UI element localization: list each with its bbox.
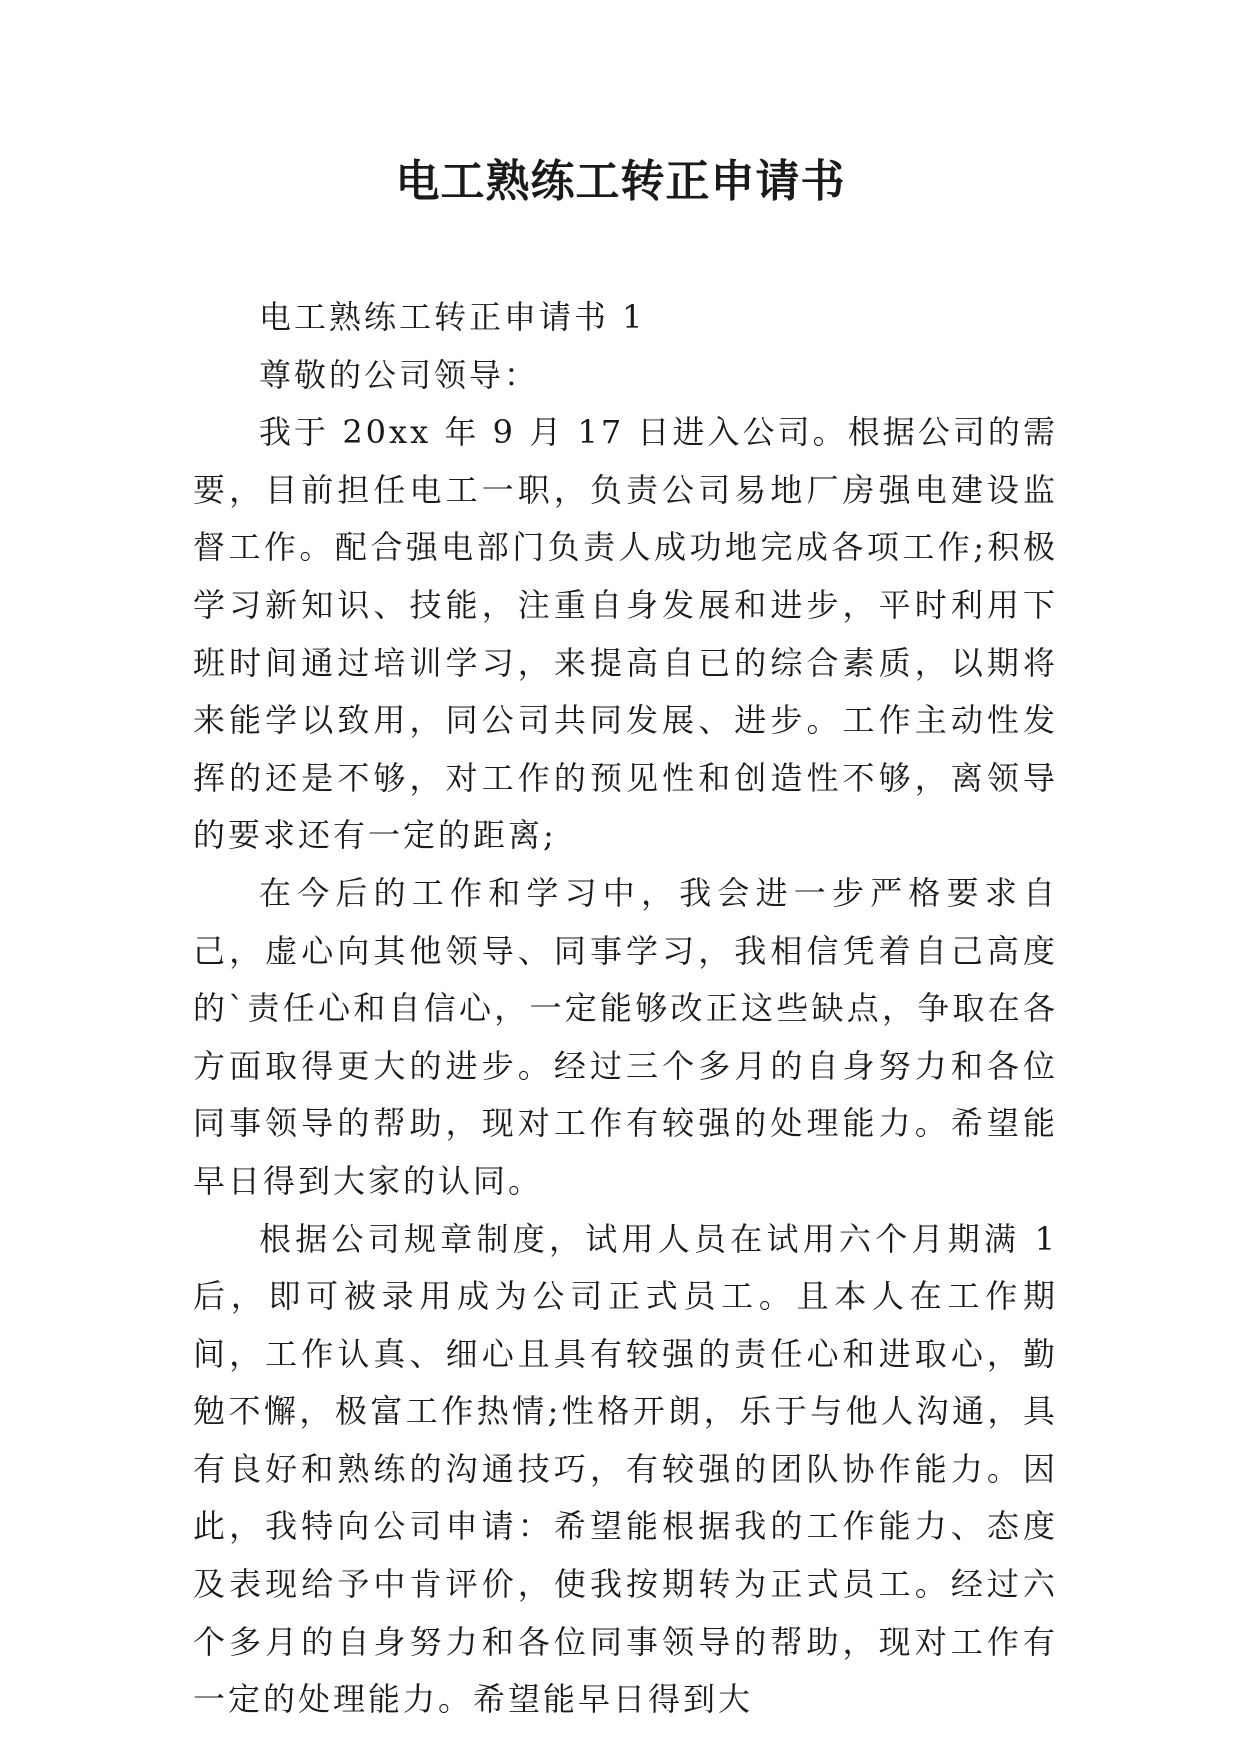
salutation: 尊敬的公司领导： [259,355,540,394]
paragraph-1: 我于 20xx 年 9 月 17 日进入公司。根据公司的需要，目前担任电工一职，负责公司易地厂房强电建设监督工作。配合强电部门负责人成功地完成各项工作;积极学习新知识、技能，注重自身发展和进步，平时利用下班时间通过培训学习，来提高自已的综合素质，以期将来能学以致用，同公司共同发展、进步。工作主动性发挥的还是不够，对工作的预见性和创造性不够，离领导的要求还有一定的距离; [193,413,1058,855]
document-body [193,289,1058,1729]
paragraph-3: 根据公司规章制度，试用人员在试用六个月期满 1 后，即可被录用成为公司正式员工。且本人在工作期间，工作认真、细心且具有较强的责任心和进取心，勤勉不懈，极富工作热情;性格开朗，乐于与他人沟通，具有良好和熟练的沟通技巧，有较强的团队协作能力。因此，我特向公司申请：希望能根据我的工作能力、态度及表现给予中肯评价，使我按期转为正式员工。经过六个多月的自身努力和各位同事领导的帮助，现对工作有一定的处理能力。希望能早日得到大 [193,1219,1058,1719]
section-heading: 电工熟练工转正申请书 1 [259,298,646,336]
paragraph-2: 在今后的工作和学习中，我会进一步严格要求自己，虚心向其他领导、同事学习，我相信凭着自己高度的`责任心和自信心，一定能够改正这些缺点，争取在各方面取得更大的进步。经过三个多月的自身努力和各位同事领导的帮助，现对工作有较强的处理能力。希望能早日得到大家的认同。 [193,873,1058,1200]
document-title: 电工熟练工转正申请书 [395,156,846,207]
